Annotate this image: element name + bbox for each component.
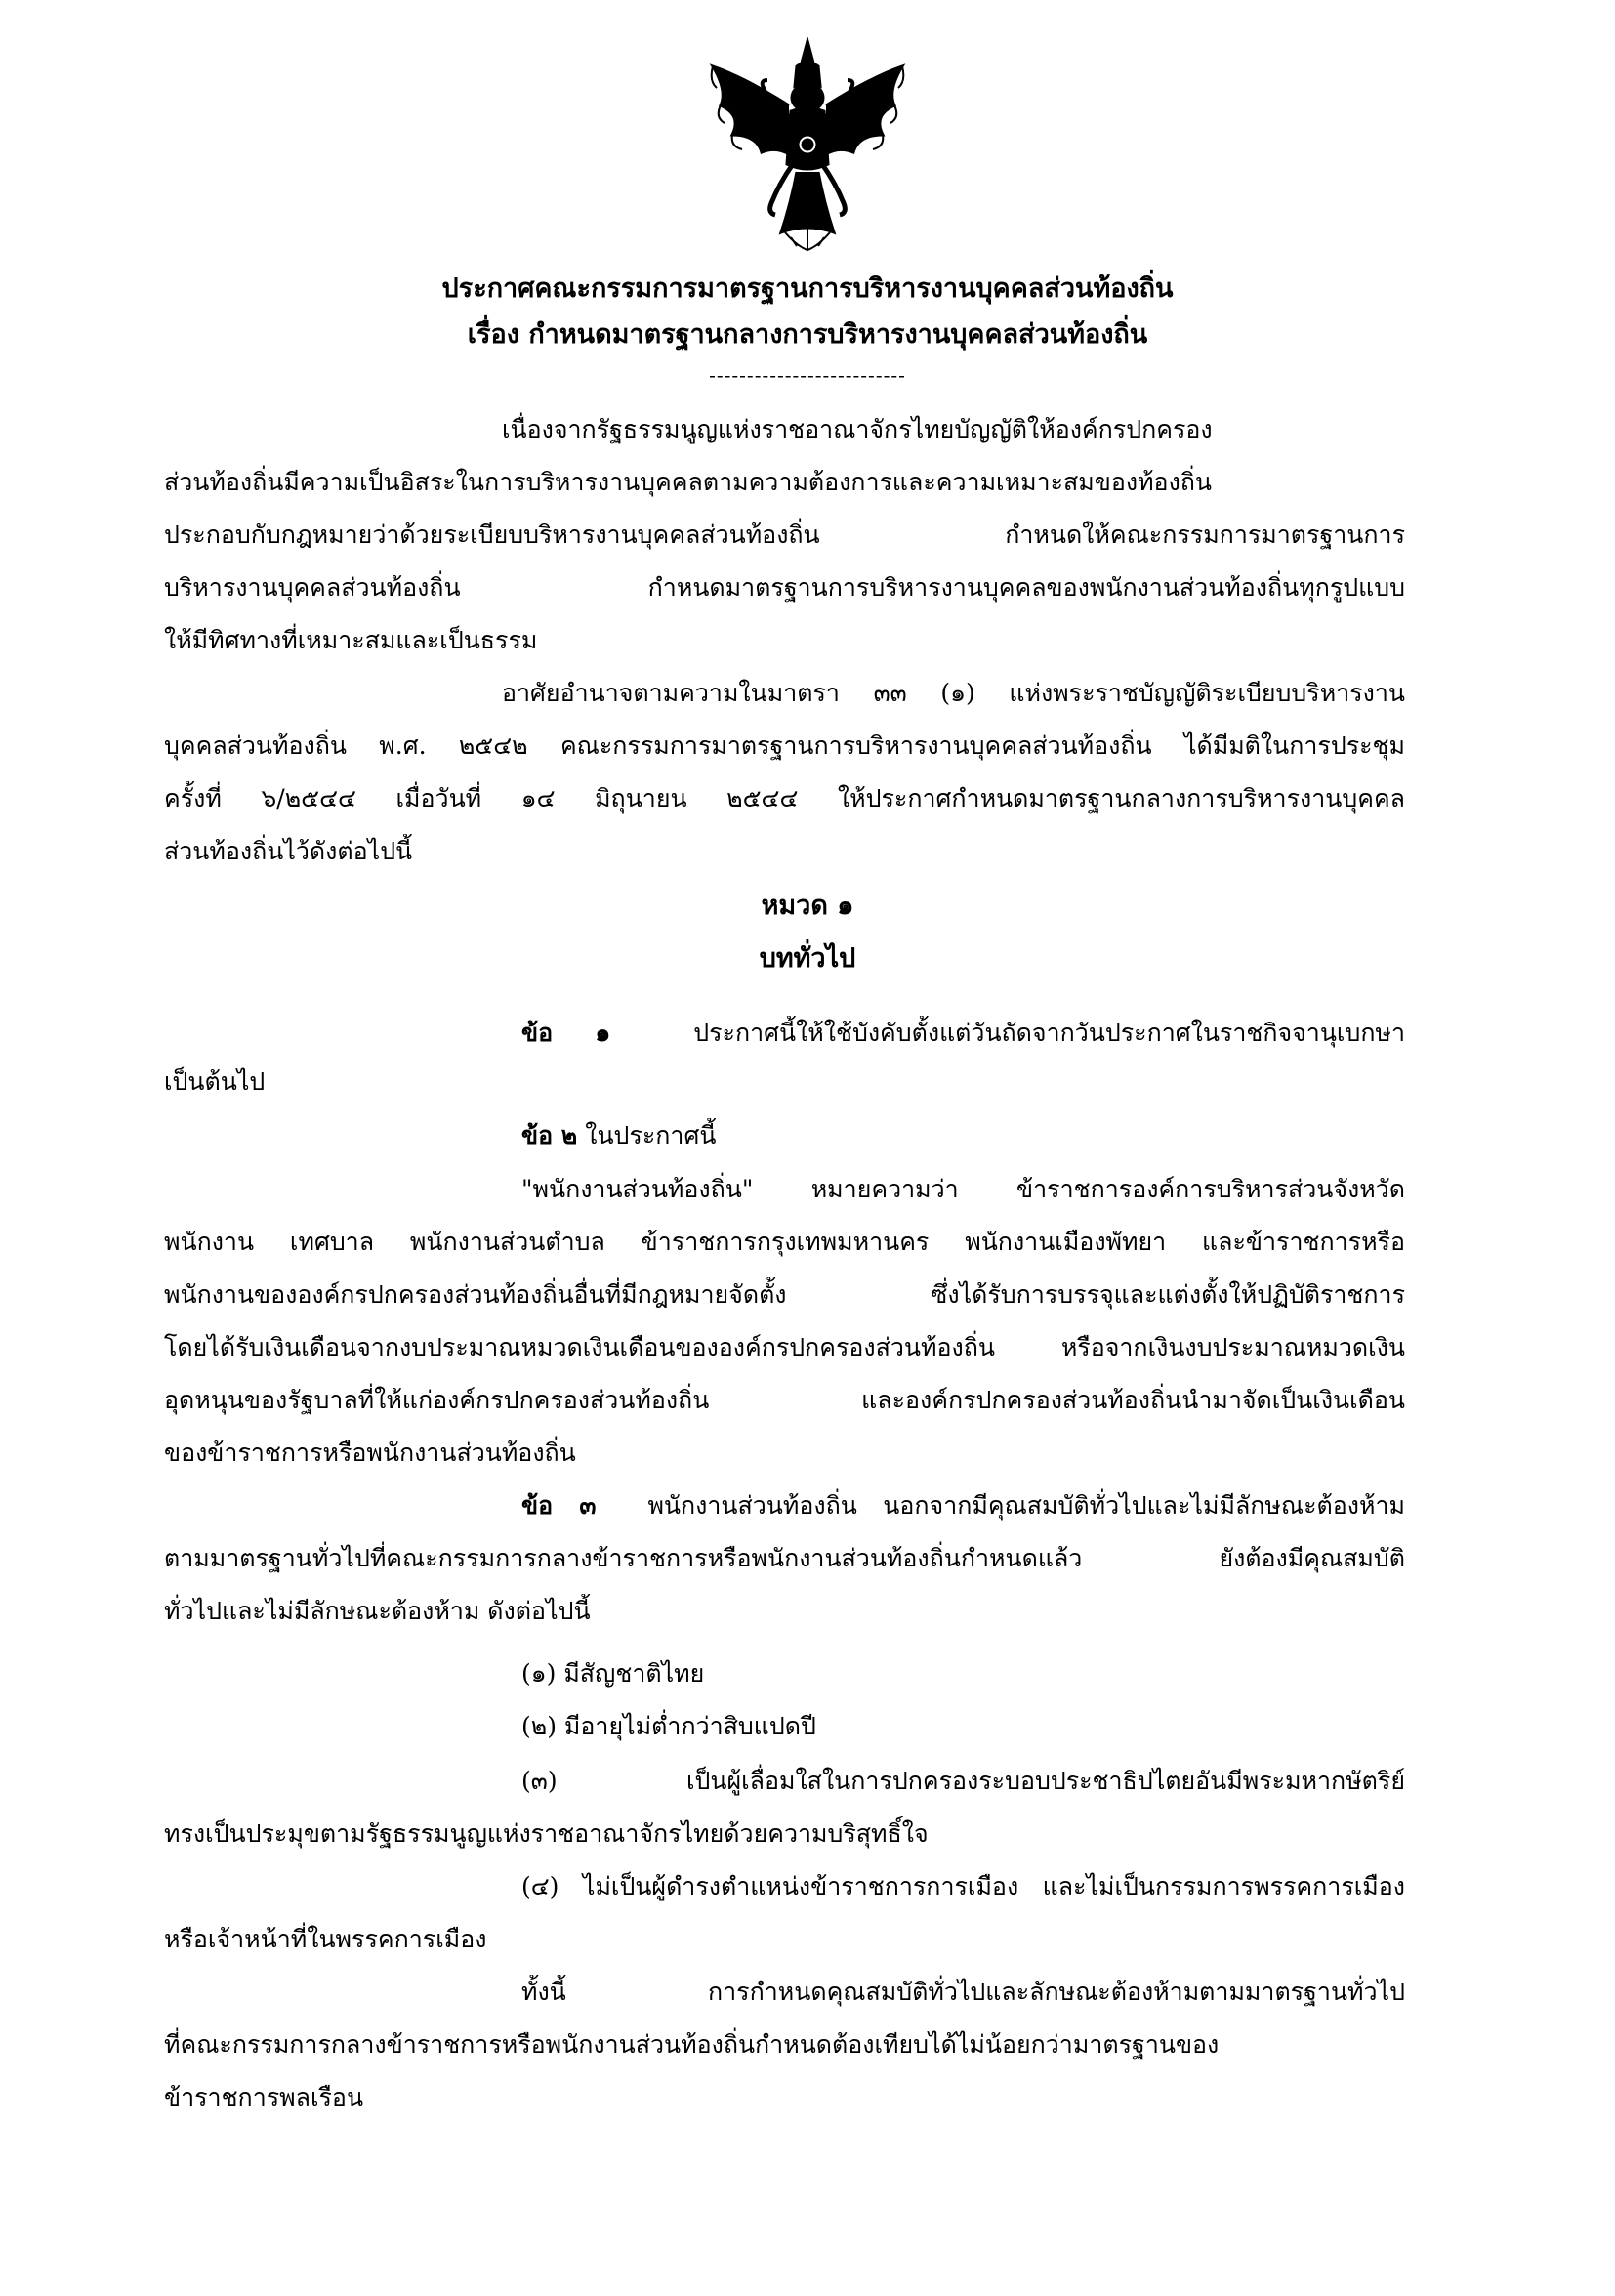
clause-3-label: ข้อ ๓ <box>521 1491 597 1520</box>
preamble-p2-line: อาศัยอำนาจตามความในมาตรา ๓๓ (๑) แห่งพระราชบัญญัติระเบียบบริหารงาน <box>502 679 1405 707</box>
clause-3-item-3-cont: ทรงเป็นประมุขตามรัฐธรรมนูญแห่งราชอาณาจักรไทยด้วยความบริสุทธิ์ใจ <box>164 1819 929 1848</box>
clause-2-line: "พนักงานส่วนท้องถิ่น" หมายความว่า ข้าราชการองค์การบริหารส่วนจังหวัด <box>521 1175 1405 1203</box>
announcement-title: ประกาศคณะกรรมการมาตรฐานการบริหารงานบุคคลส่วนท้องถิ่น <box>441 273 1174 304</box>
clause-1-line: เป็นต้นไป <box>164 1067 266 1096</box>
clause-2-line: พนักงาน เทศบาล พนักงานส่วนตำบล ข้าราชการกรุงเทพมหานคร พนักงานเมืองพัทยา และข้าราชการหรือ <box>164 1228 1405 1256</box>
clause-3-item-2: (๒) มีอายุไม่ต่ำกว่าสิบแปดปี <box>521 1712 816 1740</box>
clause-3-item-4: (๔) ไม่เป็นผู้ดำรงตำแหน่งข้าราชการการเมือง และไม่เป็นกรรมการพรรคการเมือง <box>521 1872 1405 1900</box>
clause-3-text: พนักงานส่วนท้องถิ่น นอกจากมีคุณสมบัติทั่วไปและไม่มีลักษณะต้องห้าม <box>647 1491 1405 1520</box>
preamble-p2-line: ส่วนท้องถิ่นไว้ดังต่อไปนี้ <box>164 837 413 865</box>
preamble-p1-line: ให้มีทิศทางที่เหมาะสมและเป็นธรรม <box>164 626 538 654</box>
clause-3-item-4-cont: หรือเจ้าหน้าที่ในพรรคการเมือง <box>164 1925 487 1953</box>
chapter-number: หมวด ๑ <box>761 891 854 921</box>
clause-1-text: ประกาศนี้ให้ใช้บังคับตั้งแต่วันถัดจากวันประกาศในราชกิจจานุเบกษา <box>693 1019 1405 1047</box>
clause-3-closing-line: ข้าราชการพลเรือน <box>164 2083 364 2111</box>
preamble-p1-line: ประกอบกับกฎหมายว่าด้วยระเบียบบริหารงานบุคคลส่วนท้องถิ่น กำหนดให้คณะกรรมการมาตรฐานการ <box>164 521 1405 549</box>
clause-2-line: โดยได้รับเงินเดือนจากงบประมาณหมวดเงินเดือนขององค์กรปกครองส่วนท้องถิ่น หรือจากเงินงบประมาณหมวดเงิน <box>164 1333 1405 1361</box>
clause-3-line: ตามมาตรฐานทั่วไปที่คณะกรรมการกลางข้าราชการหรือพนักงานส่วนท้องถิ่นกำหนดแล้ว ยังต้องมีคุณสมบัติ <box>164 1544 1405 1572</box>
preamble-p1-line: ส่วนท้องถิ่นมีความเป็นอิสระในการบริหารงานบุคคลตามความต้องการและความเหมาะสมของท้องถิ่น <box>164 468 1212 496</box>
clause-3-item-1: (๑) มีสัญชาติไทย <box>521 1659 705 1688</box>
clause-2-line: ของข้าราชการหรือพนักงานส่วนท้องถิ่น <box>164 1439 576 1467</box>
clause-1-label: ข้อ ๑ <box>521 1019 611 1047</box>
clause-2-text: ในประกาศนี้ <box>585 1121 717 1149</box>
garuda-emblem-icon <box>703 37 912 254</box>
clause-3-closing-line: ที่คณะกรรมการกลางข้าราชการหรือพนักงานส่วนท้องถิ่นกำหนดต้องเทียบได้ไม่น้อยกว่ามาตรฐานของ <box>164 2030 1220 2059</box>
clause-2-intro <box>521 1118 1405 1153</box>
clause-3-item-3: (๓) เป็นผู้เลื่อมใสในการปกครองระบอบประชาธิปไตยอันมีพระมหากษัตริย์ <box>521 1767 1405 1795</box>
clause-1-line <box>521 1016 1405 1051</box>
title-separator: -------------------------- <box>709 363 906 387</box>
clause-3-line: ทั่วไปและไม่มีลักษณะต้องห้าม ดังต่อไปนี้ <box>164 1597 591 1625</box>
clause-2-line: พนักงานขององค์กรปกครองส่วนท้องถิ่นอื่นที่มีกฎหมายจัดตั้ง ซึ่งได้รับการบรรจุและแต่งตั้งให้ปฏิบัติราชการ <box>164 1280 1405 1309</box>
clause-2-line: อุดหนุนของรัฐบาลที่ให้แก่องค์กรปกครองส่วนท้องถิ่น และองค์กรปกครองส่วนท้องถิ่นนำมาจัดเป็นเงินเดือน <box>164 1386 1405 1414</box>
preamble-p1-line: บริหารงานบุคคลส่วนท้องถิ่น กำหนดมาตรฐานการบริหารงานบุคคลของพนักงานส่วนท้องถิ่นทุกรูปแบบ <box>164 573 1405 602</box>
clause-2-label: ข้อ ๒ <box>521 1121 578 1149</box>
preamble-p2-line: ครั้งที่ ๖/๒๕๔๔ เมื่อวันที่ ๑๔ มิถุนายน ๒๕๔๔ ให้ประกาศกำหนดมาตรฐานกลางการบริหารงานบุคคล <box>164 784 1405 813</box>
announcement-subject: เรื่อง กำหนดมาตรฐานกลางการบริหารงานบุคคลส่วนท้องถิ่น <box>467 319 1148 350</box>
preamble-p1-line: เนื่องจากรัฐธรรมนูญแห่งราชอาณาจักรไทยบัญญัติให้องค์กรปกครอง <box>502 415 1213 443</box>
clause-3-line <box>521 1488 1405 1524</box>
preamble-p2-line: บุคคลส่วนท้องถิ่น พ.ศ. ๒๕๔๒ คณะกรรมการมาตรฐานการบริหารงานบุคคลส่วนท้องถิ่น ได้มีมติในการประชุม <box>164 731 1405 760</box>
clause-3-closing-line: ทั้งนี้ การกำหนดคุณสมบัติทั่วไปและลักษณะต้องห้ามตามมาตรฐานทั่วไป <box>521 1978 1405 2006</box>
chapter-name: บททั่วไป <box>759 943 856 974</box>
